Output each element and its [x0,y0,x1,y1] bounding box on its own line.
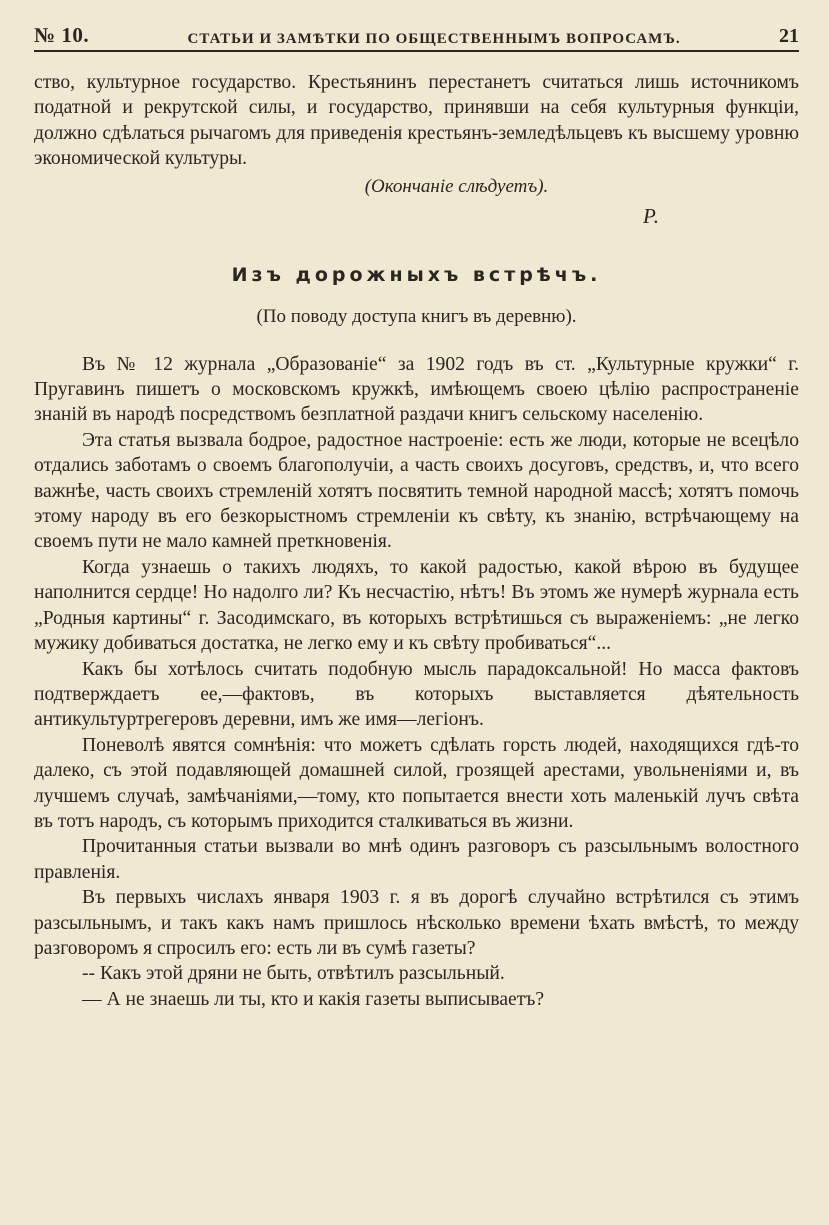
paragraph: Въ № 12 журнала „Образованіе“ за 1902 годъ въ ст. „Культурные кружки“ г. Пругавинъ пишетъ о московскомъ кружкѣ, имѣющемъ своею цѣлію распространеніе знаній въ народѣ посредствомъ безплатной раздачи книгъ сельскому населенію. [34,353,799,426]
page-number: 21 [779,25,799,47]
paragraph: Когда узнаешь о такихъ людяхъ, то какой радостью, какой вѣрою въ будущее наполнится сердце! Но надолго ли? Къ несчастію, нѣтъ! Въ этомъ же нумерѣ журнала есть „Родныя картины“ г. Засодимскаго, въ которыхъ встрѣтишься съ выраженіемъ: „не легко мужику добиваться достатка, не легко ему и къ свѣту пробиваться“... [34,556,799,655]
issue-number: № 10. [34,23,90,47]
paragraph: Прочитанныя статьи вызвали во мнѣ одинъ разговоръ съ разсыльнымъ волостного правленія. [34,836,799,883]
author-signature: Р. [643,203,659,228]
article-subtitle: (По поводу доступа книгъ въ деревню). [256,305,577,327]
paragraph: Эта статья вызвала бодрое, радостное настроеніе: есть же люди, которые не всецѣло отдались заботамъ о своемъ благополучіи, а часть своихъ досуговъ, средствъ, и, что всего важнѣе, часть своихъ стремленій хотятъ посвятить темной народной массѣ; хотятъ помочь этому народу въ его безкорыстномъ стремленіи къ свѣту, къ знанію, встрѣчающему на своемъ пути не мало камней преткновенія. [34,429,799,553]
running-header [34,18,799,52]
section-title: СТАТЬИ И ЗАМѢТКИ ПО ОБЩЕСТВЕННЫМЪ ВОПРОСАМЪ. [187,31,681,47]
prev-article-ending: ство, культурное государство. Крестьянинъ перестанетъ считаться лишь источникомъ податной и рекрутской силы, и государство, принявши на себя культурныя функціи, должно сдѣлаться рычагомъ для приведенія крестьянъ-земледѣльцевъ къ высшему уровню экономической культуры. [34,72,799,170]
continuation-note: (Окончаніе слѣдуетъ). [364,175,549,197]
paragraph: Въ первыхъ числахъ января 1903 г. я въ дорогѣ случайно встрѣтился съ этимъ разсыльнымъ, и такъ какъ намъ пришлось нѣсколько времени ѣхать вмѣстѣ, то между разговоромъ я спросилъ его: есть ли въ сумѣ газеты? [34,887,799,959]
paragraph: Поневолѣ явятся сомнѣнія: что можетъ сдѣлать горсть людей, находящихся гдѣ-то далеко, съ этой подавляющей домашней силой, грозящей арестами, увольненіями и, въ лучшемъ случаѣ, замѣчаніями,—тому, кто попытается внести хоть маленькій лучъ свѣта въ тотъ народъ, съ которымъ приходится сталкиваться въ жизни. [34,734,799,832]
dialogue-line: -- Какъ этой дряни не быть, отвѣтилъ разсыльный. [82,963,505,985]
article-title: Изъ дорожныхъ встрѣчъ. [231,263,602,286]
page-body [34,70,799,1012]
dialogue-line: — А не знаешь ли ты, кто и какія газеты выписываетъ? [82,988,545,1010]
paragraph: Какъ бы хотѣлось считать подобную мысль парадоксальной! Но масса фактовъ подтверждаетъ ее,—фактовъ, въ которыхъ выставляется дѣятельность антикультуртрегеровъ деревни, имъ же имя—легіонъ. [34,658,799,731]
